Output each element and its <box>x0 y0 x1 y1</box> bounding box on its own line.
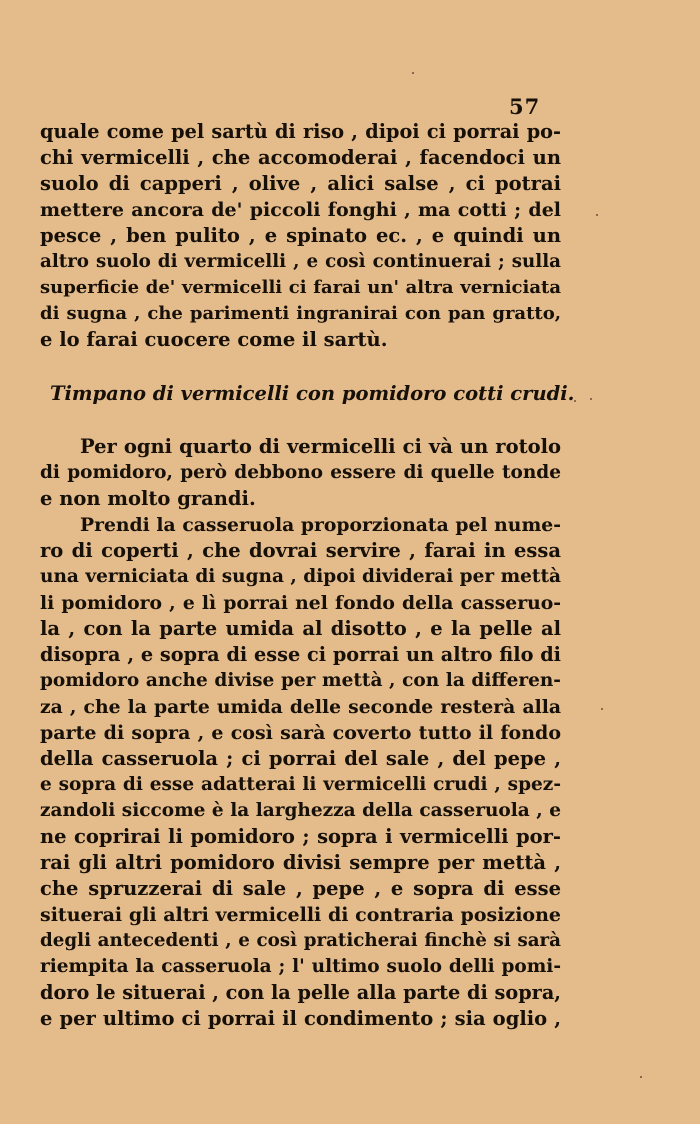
text-line: degli antecedenti , e così praticherai finchè si sarà <box>40 930 561 951</box>
text-line: chi vermicelli , che accomoderai , facendoci un <box>40 146 561 169</box>
text-line: suolo di capperi , olive , alici salse , ci potrai <box>40 172 561 195</box>
paper-speck <box>574 400 576 402</box>
text-line: li pomidoro , e lì porrai nel fondo della casseruo- <box>40 592 561 614</box>
text-line: situerai gli altri vermicelli di contraria posizione <box>40 904 561 926</box>
text-line: di pomidoro, però debbono essere di quelle tonde <box>40 462 561 483</box>
text-line: Prendi la casseruola proporzionata pel nume- <box>80 514 561 536</box>
text-line: superficie de' vermicelli ci farai un' altra verniciata <box>40 277 561 298</box>
text-line: mettere ancora de' piccoli fonghi , ma cotti ; del <box>40 199 561 221</box>
paper-speck <box>412 72 414 74</box>
text-line: una verniciata di sugna , dipoi dividerai per mettà <box>40 566 561 587</box>
text-line: ro di coperti , che dovrai servire , farai in essa <box>40 539 561 562</box>
text-line: e sopra di esse adatterai li vermicelli crudi , spez- <box>40 774 561 795</box>
page-number: 57 <box>509 94 541 119</box>
paper-speck <box>640 1076 642 1078</box>
text-line: la , con la parte umida al disotto , e la pelle al <box>40 617 561 640</box>
paper-speck <box>596 214 598 216</box>
text-line: quale come pel sartù di riso , dipoi ci porrai po- <box>40 120 561 143</box>
text-line: pomidoro anche divise per mettà , con la differen- <box>40 670 561 691</box>
text-line: zandoli siccome è la larghezza della casseruola , e <box>40 800 561 821</box>
text-line: e lo farai cuocere come il sartù. <box>40 328 388 351</box>
text-line: parte di sopra , e così sarà coverto tutto il fondo <box>40 722 561 744</box>
text-line: e per ultimo ci porrai il condimento ; sia oglio , <box>40 1007 561 1030</box>
text-line: Per ogni quarto di vermicelli ci và un rotolo <box>80 435 561 458</box>
text-line: ne coprirai li pomidoro ; sopra i vermicelli por- <box>40 825 561 848</box>
text-line: che spruzzerai di sale , pepe , e sopra di esse <box>40 877 561 900</box>
text-line: doro le situerai , con la pelle alla parte di sopra, <box>40 981 561 1004</box>
paper-speck <box>590 398 592 400</box>
recipe-heading: Timpano di vermicelli con pomidoro cotti crudi. <box>50 382 575 405</box>
text-line: za , che la parte umida delle seconde resterà alla <box>40 696 561 718</box>
paper-speck <box>601 708 603 710</box>
text-line: e non molto grandi. <box>40 487 256 510</box>
text-line: disopra , e sopra di esse ci porrai un altro filo di <box>40 643 561 666</box>
text-line: della casseruola ; ci porrai del sale , del pepe , <box>40 747 561 770</box>
text-line: pesce , ben pulito , e spinato ec. , e quindi un <box>40 224 561 247</box>
text-line: rai gli altri pomidoro divisi sempre per mettà , <box>40 851 561 874</box>
text-line: riempita la casseruola ; l' ultimo suolo delli pomi- <box>40 956 561 977</box>
text-line: di sugna , che parimenti ingranirai con pan gratto, <box>40 303 561 324</box>
text-line: altro suolo di vermicelli , e così continuerai ; sulla <box>40 251 561 272</box>
